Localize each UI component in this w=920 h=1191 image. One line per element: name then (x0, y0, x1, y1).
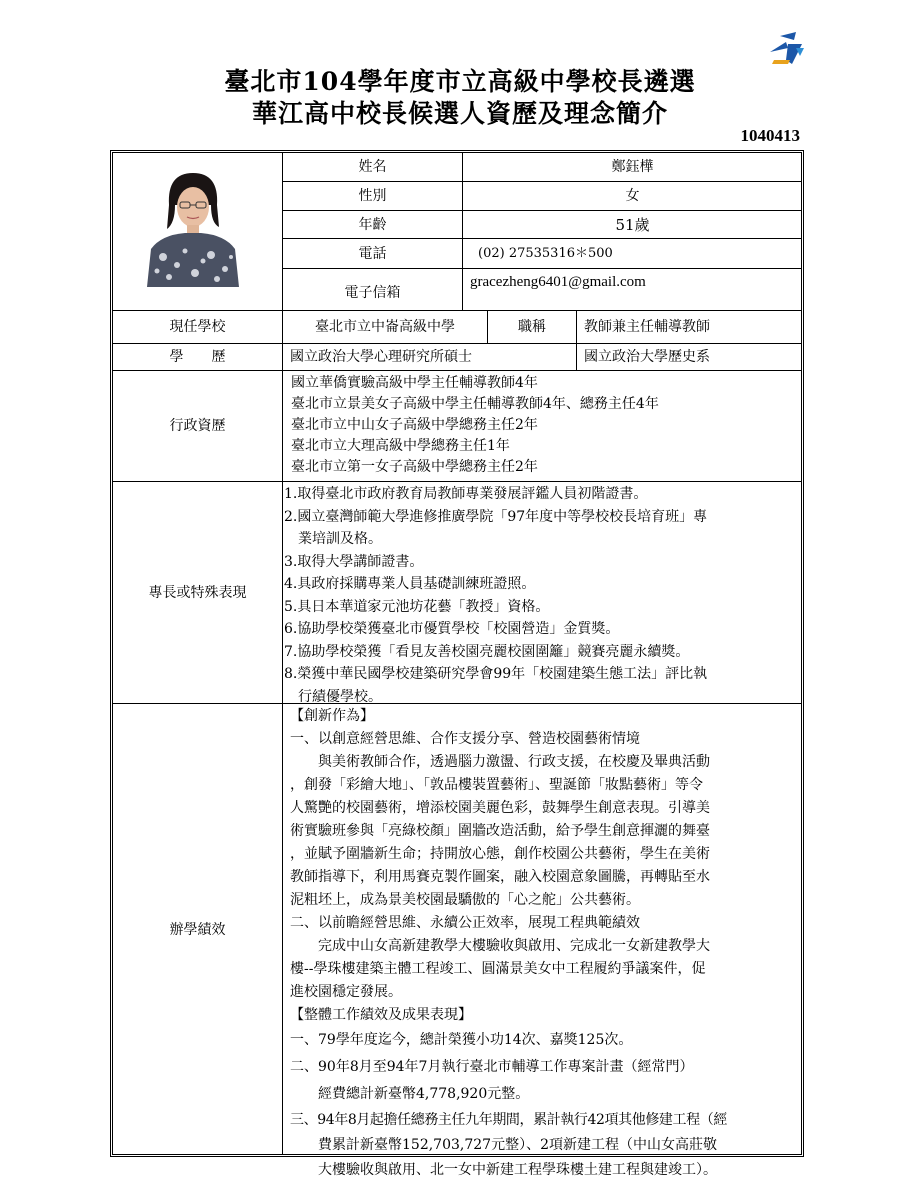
text-line: 一、以創意經營思維、合作支援分享、營造校園藝術情境 (290, 731, 640, 747)
text-line: 二、90年8月至94年7月執行臺北市輔導工作專案計畫（經常門） (290, 1059, 694, 1075)
text-line: 大樓驗收與啟用、北一女中新建工程學珠樓土建工程與建竣工）。 (290, 1162, 717, 1178)
age-label: 年齡 (358, 216, 387, 233)
title-line-2: 華江高中校長候選人資歷及理念簡介 (251, 99, 668, 128)
list-item: 臺北市立大理高級中學總務主任1年 (291, 438, 510, 454)
list-item: 3.取得大學講師證書。 (284, 553, 424, 570)
school-value: 臺北市立中崙高級中學 (315, 319, 455, 335)
list-item: 1.取得臺北市政府教育局教師專業發展評鑑人員初階證書。 (284, 486, 648, 502)
text-line: 樓--學珠樓建築主體工程竣工、圓滿景美女中工程履約爭議案件，促 (290, 961, 706, 977)
expertise-label: 專長或特殊表現 (148, 584, 247, 601)
job-title-value: 教師兼主任輔導教師 (584, 319, 710, 335)
text-line: 進校園穩定發展。 (290, 984, 402, 1000)
document-number: 1040413 (740, 126, 800, 145)
list-item: 6.協助學校榮獲臺北市優質學校「校園營造」金質獎。 (284, 621, 620, 637)
education-item-2: 國立政治大學歷史系 (584, 349, 710, 365)
text-line: 三、94年8月起擔任總務主任九年期間，累計執行42項其他修建工程（經 (290, 1112, 727, 1128)
performance-text (290, 704, 802, 1178)
admin-experience-list (291, 373, 801, 480)
text-line: 一、79學年度迄今，總計榮獲小功14次、嘉獎125次。 (290, 1032, 633, 1048)
list-item: 業培訓及格。 (284, 531, 382, 547)
text-line: 完成中山女高新建教學大樓驗收與啟用、完成北一女新建教學大 (290, 938, 710, 954)
list-item: 臺北市立景美女子高級中學主任輔導教師4年、總務主任4年 (291, 396, 659, 412)
education-label: 學 歷 (169, 349, 226, 365)
email-label: 電子信箱 (344, 285, 401, 301)
age-value: 51歲 (615, 215, 650, 234)
section-heading: 【整體工作績效及成果表現】 (290, 1007, 472, 1023)
education-item-1: 國立政治大學心理研究所碩士 (290, 349, 472, 365)
list-item: 5.具日本華道家元池坊花藝「教授」資格。 (284, 598, 550, 615)
phone-label: 電話 (358, 245, 387, 262)
list-item: 2.國立臺灣師範大學進修推廣學院「97年度中等學校校長培育班」專 (284, 508, 708, 525)
text-line: 教師指導下，利用馬賽克製作圖案，融入校園意象圖騰，再轉貼至水 (290, 869, 710, 885)
expertise-list (284, 482, 802, 703)
section-heading: 【創新作為】 (290, 708, 374, 724)
list-item: 臺北市立第一女子高級中學總務主任2年 (291, 459, 538, 475)
text-line: 與美術教師合作，透過腦力激盪、行政支援，在校慶及畢典活動 (290, 754, 710, 770)
text-line: 泥粗坯上，成為景美校園最驕傲的「心之舵」公共藝術。 (290, 892, 640, 908)
phone-value: (02) 27535316＊500 (478, 245, 613, 261)
list-item: 8.榮獲中華民國學校建築研究學會99年「校園建築生態工法」評比執 (284, 666, 708, 682)
text-line: 二、以前瞻經營思維、永續公正效率，展現工程典範績效 (290, 915, 640, 931)
school-label: 現任學校 (169, 319, 226, 335)
email-value: gracezheng6401@gmail.com (470, 274, 646, 290)
list-item: 臺北市立中山女子高級中學總務主任2年 (291, 417, 538, 433)
name-value: 鄭鈺樺 (611, 158, 654, 175)
text-line: ，並賦予圍牆新生命；持開放心態，創作校園公共藝術，學生在美術 (290, 846, 710, 862)
list-item: 國立華僑實驗高級中學主任輔導教師4年 (291, 375, 538, 391)
text-line: 人驚艷的校園藝術，增添校園美麗色彩，鼓舞學生創意表現。引導美 (290, 800, 710, 816)
taipei-city-logo (766, 30, 806, 66)
performance-label: 辦學績效 (169, 921, 226, 938)
job-title-label: 職稱 (518, 319, 546, 335)
text-line: 費累計新臺幣152,703,727元整）、2項新建工程（中山女高莊敬 (290, 1137, 717, 1153)
gender-label: 性別 (358, 188, 387, 204)
admin-experience-label: 行政資歷 (169, 418, 226, 434)
list-item: 行績優學校。 (284, 688, 382, 705)
list-item: 7.協助學校榮獲「看見友善校園亮麗校園圍籬」競賽亮麗永續獎。 (284, 643, 690, 660)
list-item: 4.具政府採購專業人員基礎訓練班證照。 (284, 576, 536, 592)
text-line: 經費總計新臺幣4,778,920元整。 (290, 1086, 530, 1102)
title-line-1: 臺北市104學年度市立高級中學校長遴選 (224, 67, 696, 96)
text-line: 術實驗班參與「亮綠校顏」圍牆改造活動，給予學生創意揮灑的舞臺 (290, 823, 710, 839)
name-label: 姓名 (358, 158, 387, 175)
gender-value: 女 (625, 188, 640, 204)
candidate-photo (141, 165, 242, 287)
text-line: ，創發「彩繪大地」、「敦品樓裝置藝術」、聖誕節「妝點藝術」等令 (290, 777, 703, 793)
